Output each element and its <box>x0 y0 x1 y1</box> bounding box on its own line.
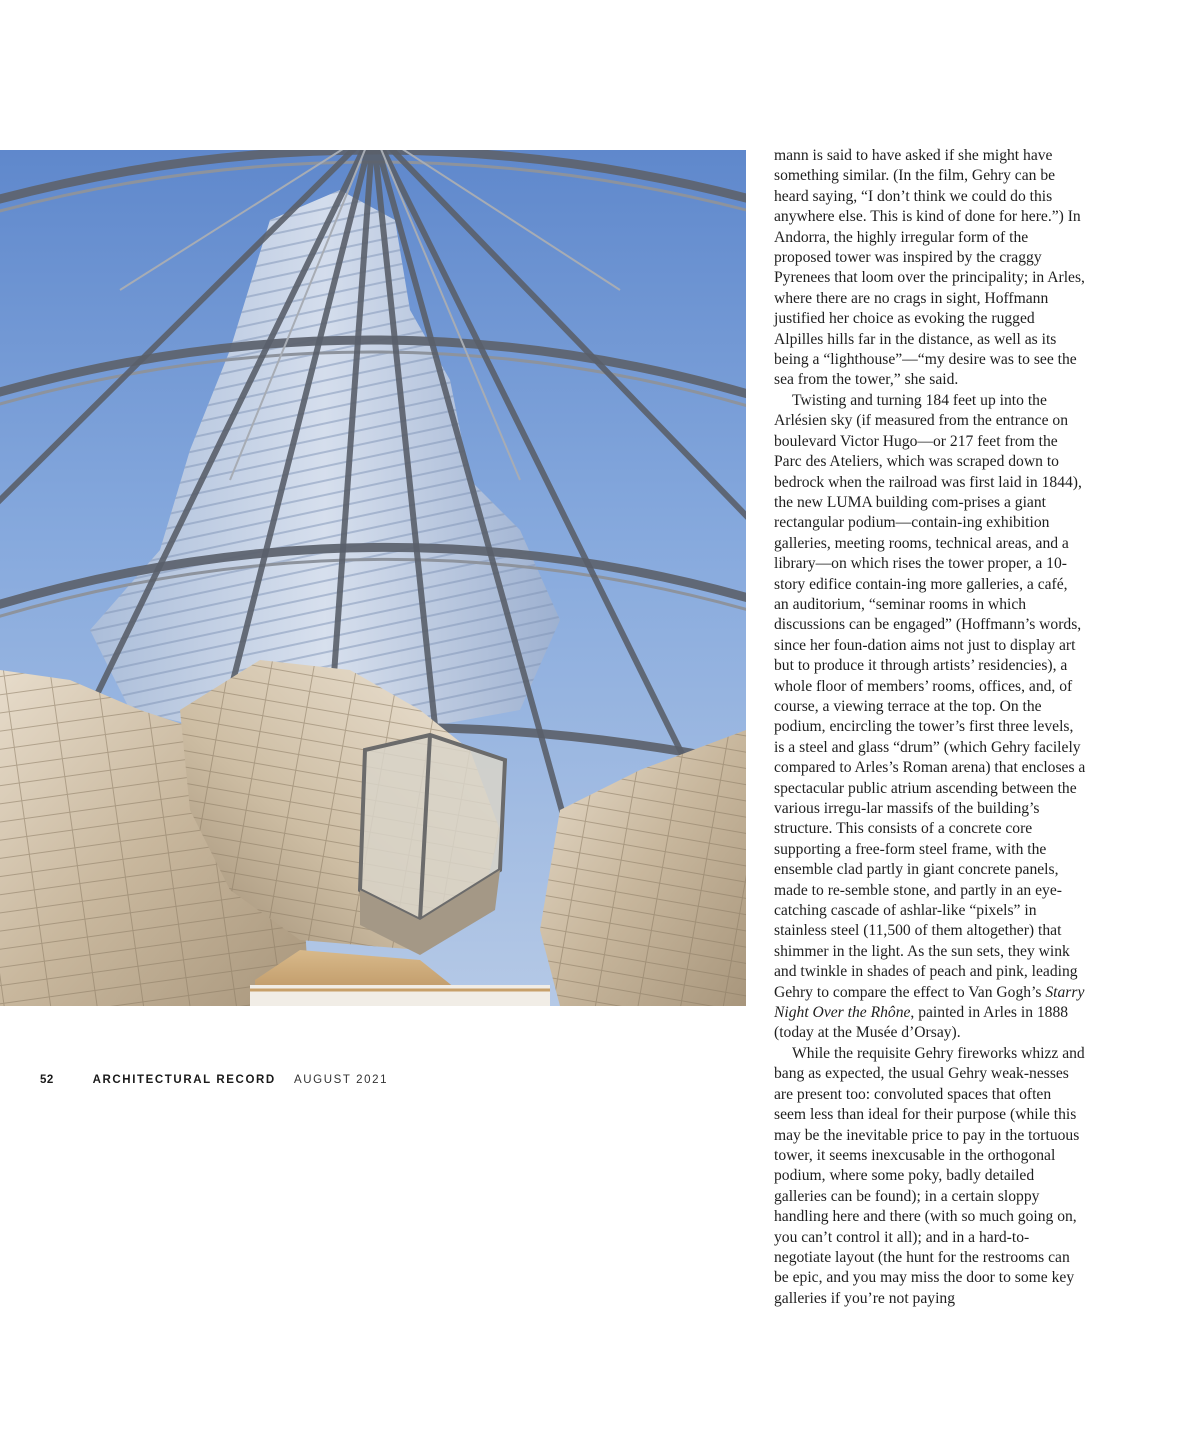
artwork-title: Starry Night Over the Rhône <box>774 983 1085 1022</box>
page-footer <box>40 1072 388 1088</box>
article-paragraph-3-text: While the requisite Gehry fireworks whizz and bang as expected, the usual Gehry weak-nesses are present too: convoluted spaces that often seem less than ideal for their purpose (while this may be the inevitable price to pay in the tortuous tower, it seems inexcusable in the orthogonal podium, where some poky, badly detailed galleries can be found); in a certain sloppy handling here and there (with so much going on, you can’t control it all); and in a hard-to-negotiate layout (the hunt for the restrooms can be epic, and you may miss the door to some key galleries if you’re not paying <box>774 1044 1085 1307</box>
article-paragraph-1-text: mann is said to have asked if she might have something similar. (In the film, Gehry can be heard saying, “I don’t think we could do this anywhere else. This is kind of done for here.”) In Andorra, the highly irregular form of the proposed tower was inspired by the craggy Pyrenees that loom over the principality; in Arles, where there are no crags in sight, Hoffmann justified her choice as evoking the rugged Alpilles hills far in the distance, as well as its being a “lighthouse”—“my desire was to see the sea from the tower,” she said. <box>774 147 1085 389</box>
page-number: 52 <box>40 1074 54 1086</box>
issue-date: AUGUST 2021 <box>293 1074 389 1086</box>
article-paragraph <box>774 391 1086 1044</box>
article-text-column <box>774 146 1086 1309</box>
atrium-photo <box>0 150 746 1006</box>
article-paragraph <box>774 146 1086 391</box>
article-paragraph <box>774 1044 1086 1309</box>
magazine-name: ARCHITECTURAL RECORD <box>92 1074 276 1086</box>
article-paragraph-2-text: Twisting and turning 184 feet up into the Arlésien sky (if measured from the entrance on boulevard Victor Hugo—or 217 feet from the Parc des Ateliers, which was scraped down to bedrock when the railroad was first laid in 1844), the new LUMA building com-prises a giant rectangular podium—contain-ing exhibition galleries, meeting rooms, technical areas, and a library—on which rises the tower proper, a 10-story edifice contain-ing more galleries, a café, an auditorium, “seminar rooms in which discussions can be engaged” (Hoffmann’s words, since her foun-dation aims not just to display art but to produce it through artists’ residencies), a whole floor of members’ rooms, offices, and, of course, a viewing terrace at the top. On the podium, encircling the tower’s first three levels, is a steel and glass “drum” (which Gehry facilely compared to Arles’s Roman arena) that encloses a spectacular public atrium ascending between the various irregu-lar massifs of the building’s structure. This consists of a concrete core supporting a free-form steel frame, with the ensemble clad partly in giant concrete panels, made to re-semble stone, and partly in an eye-catching cascade of ashlar-like “pixels” in stainless steel (11,500 of them altogether) that shimmer in the light. As the sun sets, they wink and twinkle in shades of peach and pink, leading Gehry to compare the effect to Van Gogh’s <box>774 391 1086 1001</box>
atrium-photo-illustration <box>0 150 746 1006</box>
article-paragraph-2-text-end: , painted in Arles in 1888 (today at the Musée d’Orsay). <box>774 1004 1069 1042</box>
